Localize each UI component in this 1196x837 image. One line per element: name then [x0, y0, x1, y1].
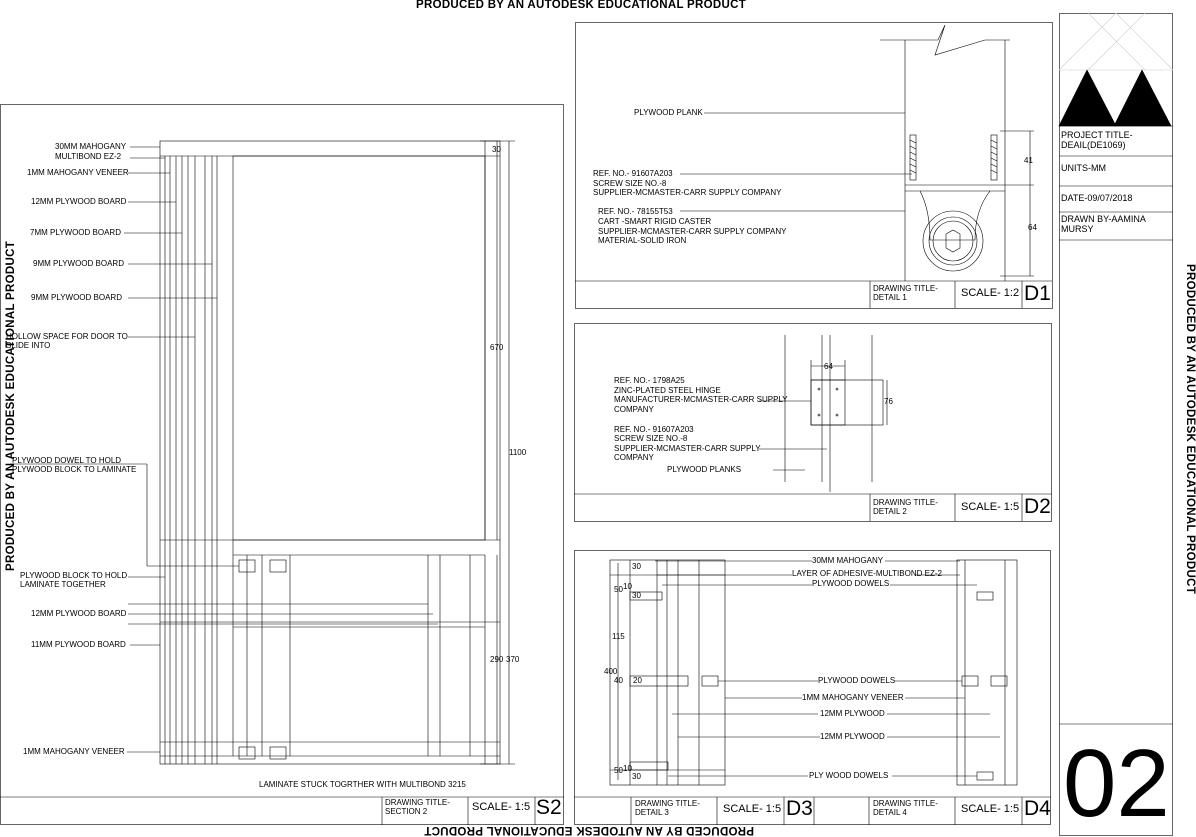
s2-label: LAMINATE STUCK TOGRTHER WITH MULTIBOND 3215: [259, 780, 466, 789]
s2-label: 12MM PLYWOOD BOARD: [31, 197, 127, 206]
panel-detail-3-4: [574, 551, 1051, 826]
d34-dim: 10: [623, 764, 632, 773]
d1-drawing-title: DETAIL 1: [873, 293, 907, 302]
s2-dim: 1100: [509, 448, 527, 457]
s2-label: MULTIBOND EZ-2: [55, 152, 122, 161]
d34-dim: 30: [632, 772, 641, 781]
d2-drawing-title-label: DRAWING TITLE-: [873, 498, 938, 507]
d1-dim: 64: [1028, 223, 1037, 232]
d2-label: REF. NO.- 1798A25: [614, 376, 685, 385]
s2-label: 1MM MAHOGANY VENEER: [27, 168, 129, 177]
d2-label: PLYWOOD PLANKS: [667, 465, 742, 474]
d2-drawing-title: DETAIL 2: [873, 507, 907, 516]
d1-label: SCREW SIZE NO.-8: [593, 179, 667, 188]
d34-label: PLYWOOD DOWELS: [818, 676, 896, 685]
d1-dim: 41: [1024, 156, 1033, 165]
s2-dim: 290: [490, 655, 504, 664]
d2-dim: 76: [884, 397, 893, 406]
s2-label: 9MM PLYWOOD BOARD: [33, 259, 124, 268]
d34-label: 1MM MAHOGANY VENEER: [802, 693, 904, 702]
s2-dim: 30: [492, 145, 501, 154]
watermark-left: PRODUCED BY AN AUTODESK EDUCATIONAL PRODUCT: [5, 240, 17, 571]
d1-code: D1: [1024, 282, 1051, 305]
s2-label: 7MM PLYWOOD BOARD: [30, 228, 121, 237]
d2-scale: SCALE- 1:5: [961, 501, 1020, 513]
d2-label: COMPANY: [614, 453, 654, 462]
s2-code: S2: [536, 796, 562, 819]
d1-label: REF. NO.- 91607A203: [593, 169, 673, 178]
s2-label: PLYWOOD DOWEL TO HOLD: [12, 456, 122, 465]
drawn-by-label: DRAWN BY-AAMINA MURSY: [1061, 214, 1146, 234]
s2-label: SLIDE INTO: [6, 341, 51, 350]
d1-label: PLYWOOD PLANK: [634, 108, 703, 117]
d3-drawing-title: DETAIL 3: [635, 808, 669, 817]
d2-label: ZINC-PLATED STEEL HINGE: [614, 386, 721, 395]
d4-drawing-title: DETAIL 4: [873, 808, 907, 817]
d1-label: CART -SMART RIGID CASTER: [598, 217, 712, 226]
d34-label: 12MM PLYWOOD: [820, 732, 885, 741]
sheet-number: 02: [1063, 730, 1170, 837]
d1-label: MATERIAL-SOLID IRON: [598, 236, 687, 245]
s2-label: 9MM PLYWOOD BOARD: [31, 293, 122, 302]
d34-label: 12MM PLYWOOD: [820, 709, 885, 718]
project-title: PROJECT TITLE- DEAIL(DE1069): [1061, 130, 1133, 150]
d4-drawing-title-label: DRAWING TITLE-: [873, 799, 938, 808]
d2-label: SCREW SIZE NO.-8: [614, 434, 688, 443]
d1-drawing-title-label: DRAWING TITLE-: [873, 284, 938, 293]
s2-dim: 370: [506, 655, 520, 664]
s2-dim: 670: [490, 343, 504, 352]
panel-detail-1: [575, 23, 1053, 309]
d1-label: SUPPLIER-MCMASTER-CARR SUPPLY COMPANY: [593, 188, 782, 197]
d2-label: COMPANY: [614, 405, 654, 414]
s2-label: 11MM PLYWOOD BOARD: [31, 640, 126, 649]
d34-dim: 50: [614, 766, 623, 775]
s2-label: 1MM MAHOGANY VENEER: [23, 747, 125, 756]
s2-scale: SCALE- 1:5: [472, 801, 531, 813]
s2-label: PLYWOOD BLOCK TO HOLD: [20, 571, 128, 580]
d2-label: MANUFACTURER-MCMASTER-CARR SUPPLY: [614, 395, 788, 404]
d3-drawing-title-label: DRAWING TITLE-: [635, 799, 700, 808]
watermark-right: PRODUCED BY AN AUTODESK EDUCATIONAL PRODUCT: [1184, 264, 1196, 595]
d34-dim: 40: [614, 676, 623, 685]
d34-dim: 400: [604, 667, 618, 676]
d2-label: REF. NO.- 91607A203: [614, 425, 694, 434]
d34-dim: 10: [623, 582, 632, 591]
d1-label: SUPPLIER-MCMASTER-CARR SUPPLY COMPANY: [598, 227, 787, 236]
watermark-top: PRODUCED BY AN AUTODESK EDUCATIONAL PRODUCT: [416, 0, 747, 11]
d3-code: D3: [786, 797, 813, 820]
s2-label: PLYWOOD BLOCK TO LAMINATE: [12, 465, 137, 474]
s2-drawing-title: SECTION 2: [385, 807, 428, 816]
d34-label: LAYER OF ADHESIVE-MULTIBOND EZ-2: [792, 569, 942, 578]
s2-label: HOLLOW SPACE FOR DOOR TO: [6, 332, 128, 341]
watermark-bottom: PRODUCED BY AN AUTODESK EDUCATIONAL PRODUCT: [424, 824, 755, 836]
d34-dim: 115: [612, 632, 625, 641]
s2-label: 30MM MAHOGANY: [55, 142, 127, 151]
panel-detail-2: [574, 324, 1052, 522]
logo-triangle-left: [1059, 70, 1116, 126]
d34-dim: 30: [632, 591, 641, 600]
logo-triangle-right: [1114, 70, 1171, 126]
d1-label: REF. NO.- 78155T53: [598, 207, 673, 216]
s2-drawing-title-label: DRAWING TITLE-: [385, 798, 450, 807]
d2-code: D2: [1024, 495, 1051, 518]
d2-dim: 64: [824, 362, 833, 371]
d34-label: PLY WOOD DOWELS: [809, 771, 889, 780]
units-label: UNITS-MM: [1061, 163, 1106, 173]
d4-scale: SCALE- 1:5: [961, 803, 1020, 815]
d2-label: SUPPLIER-MCMASTER-CARR SUPPLY: [614, 444, 761, 453]
d34-dim: 50: [614, 585, 623, 594]
s2-label: 12MM PLYWOOD BOARD: [31, 609, 127, 618]
d4-code: D4: [1024, 797, 1051, 820]
d34-label: PLYWOOD DOWELS: [812, 579, 890, 588]
d34-dim: 20: [633, 676, 642, 685]
s2-label: LAMINATE TOGETHER: [20, 580, 106, 589]
d34-label: 30MM MAHOGANY: [812, 556, 884, 565]
d1-scale: SCALE- 1:2: [961, 287, 1020, 299]
d3-scale: SCALE- 1:5: [723, 803, 782, 815]
d34-dim: 30: [632, 562, 641, 571]
date-label: DATE-09/07/2018: [1061, 193, 1133, 203]
